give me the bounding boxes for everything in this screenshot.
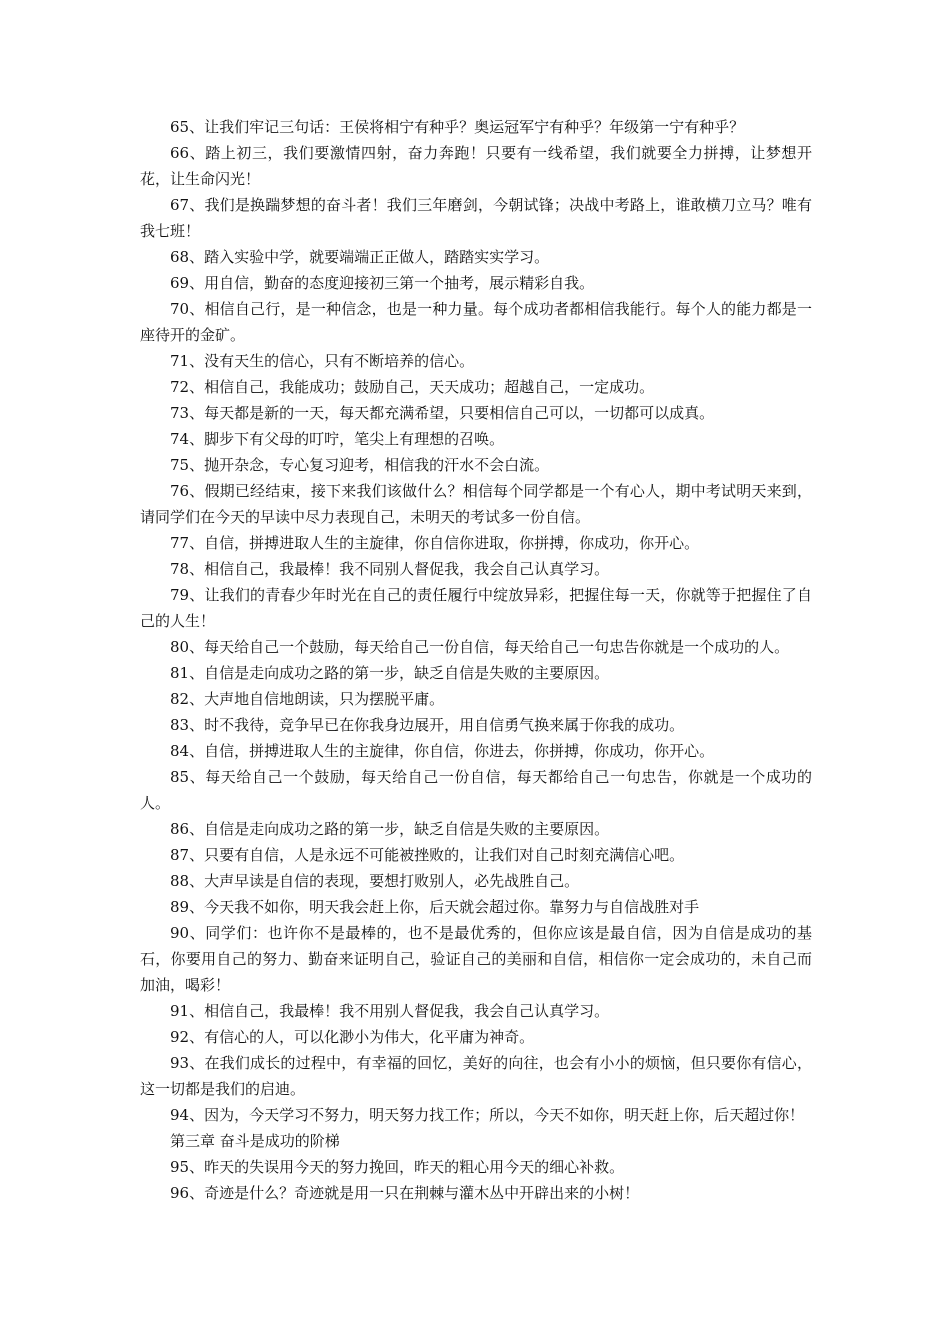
paragraph-93: 93、在我们成长的过程中，有幸福的回忆，美好的向往，也会有小小的烦恼，但只要你有信心，这一切都是我们的启迪。 [140, 1054, 812, 1098]
paragraph-69: 69、用自信，勤奋的态度迎接初三第一个抽考，展示精彩自我。 [170, 274, 595, 292]
document-body [140, 114, 812, 1206]
paragraph-81: 81、自信是走向成功之路的第一步，缺乏自信是失败的主要原因。 [170, 664, 610, 682]
paragraph-80: 80、每天给自己一个鼓励，每天给自己一份自信，每天给自己一句忠告你就是一个成功的人。 [170, 638, 790, 656]
paragraph-76: 76、假期已经结束，接下来我们该做什么？相信每个同学都是一个有心人，期中考试明天来到，请同学们在今天的早读中尽力表现自己，未明天的考试多一份自信。 [140, 482, 812, 526]
paragraph-70: 70、相信自己行，是一种信念，也是一种力量。每个成功者都相信我能行。每个人的能力都是一座待开的金矿。 [140, 300, 812, 344]
paragraph-96: 96、奇迹是什么？奇迹就是用一只在荆棘与灌木丛中开辟出来的小树！ [170, 1184, 640, 1202]
paragraph-65: 65、让我们牢记三句话：王侯将相宁有种乎？奥运冠军宁有种乎？年级第一宁有种乎？ [170, 118, 745, 136]
paragraph-75: 75、抛开杂念，专心复习迎考，相信我的汗水不会白流。 [170, 456, 550, 474]
paragraph-87: 87、只要有自信，人是永远不可能被挫败的，让我们对自己时刻充满信心吧。 [170, 846, 685, 864]
paragraph-78: 78、相信自己，我最棒！我不同别人督促我，我会自己认真学习。 [170, 560, 610, 578]
paragraph-90: 90、同学们：也许你不是最棒的，也不是最优秀的，但你应该是最自信，因为自信是成功的基石，你要用自己的努力、勤奋来证明自己，验证自己的美丽和自信，相信你一定会成功的，未自己而加油，喝彩！ [140, 924, 812, 994]
paragraph-89: 89、今天我不如你，明天我会赶上你，后天就会超过你。靠努力与自信战胜对手 [170, 898, 700, 916]
paragraph-77: 77、自信，拼搏进取人生的主旋律，你自信你进取，你拼搏，你成功，你开心。 [170, 534, 700, 552]
chapter-heading: 第三章 奋斗是成功的阶梯 [170, 1132, 340, 1150]
paragraph-74: 74、脚步下有父母的叮咛，笔尖上有理想的召唤。 [170, 430, 505, 448]
paragraph-83: 83、时不我待，竞争早已在你我身边展开，用自信勇气换来属于你我的成功。 [170, 716, 685, 734]
paragraph-86: 86、自信是走向成功之路的第一步，缺乏自信是失败的主要原因。 [170, 820, 610, 838]
paragraph-85: 85、每天给自己一个鼓励，每天给自己一份自信，每天都给自己一句忠告，你就是一个成功的人。 [140, 768, 812, 812]
paragraph-72: 72、相信自己，我能成功；鼓励自己，天天成功；超越自己，一定成功。 [170, 378, 655, 396]
paragraph-91: 91、相信自己，我最棒！我不用别人督促我，我会自己认真学习。 [170, 1002, 610, 1020]
paragraph-67: 67、我们是换踹梦想的奋斗者！我们三年磨剑，今朝试锋；决战中考路上，谁敢横刀立马？唯有我七班！ [140, 196, 812, 240]
paragraph-73: 73、每天都是新的一天，每天都充满希望，只要相信自己可以，一切都可以成真。 [170, 404, 715, 422]
paragraph-66: 66、踏上初三，我们要激情四射，奋力奔跑！只要有一线希望，我们就要全力拼搏，让梦想开花，让生命闪光！ [140, 144, 812, 188]
paragraph-71: 71、没有天生的信心，只有不断培养的信心。 [170, 352, 475, 370]
paragraph-95: 95、昨天的失误用今天的努力挽回，昨天的粗心用今天的细心补救。 [170, 1158, 625, 1176]
paragraph-82: 82、大声地自信地朗读，只为摆脱平庸。 [170, 690, 445, 708]
paragraph-68: 68、踏入实验中学，就要端端正正做人，踏踏实实学习。 [170, 248, 550, 266]
paragraph-88: 88、大声早读是自信的表现，要想打败别人，必先战胜自己。 [170, 872, 580, 890]
paragraph-84: 84、自信，拼搏进取人生的主旋律，你自信，你进去，你拼搏，你成功，你开心。 [170, 742, 715, 760]
paragraph-94: 94、因为，今天学习不努力，明天努力找工作；所以，今天不如你，明天赶上你，后天超过你！ [170, 1106, 805, 1124]
paragraph-79: 79、让我们的青春少年时光在自己的责任履行中绽放异彩，把握住每一天，你就等于把握住了自己的人生！ [140, 586, 812, 630]
paragraph-92: 92、有信心的人，可以化渺小为伟大，化平庸为神奇。 [170, 1028, 535, 1046]
